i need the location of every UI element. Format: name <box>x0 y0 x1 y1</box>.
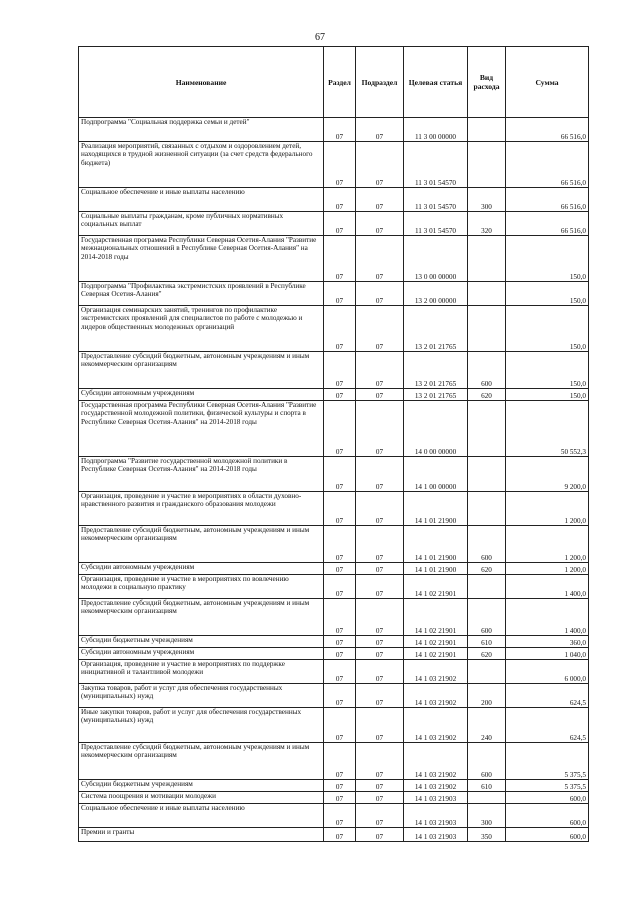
cell-razdel: 07 <box>324 743 356 780</box>
cell-name: Субсидии бюджетным учреждениям <box>79 636 324 648</box>
cell-podrazdel: 07 <box>356 648 404 660</box>
cell-vid <box>468 792 506 804</box>
table-row <box>79 684 589 708</box>
cell-podrazdel: 07 <box>356 684 404 708</box>
cell-target: 11 3 00 00000 <box>404 118 468 142</box>
cell-vid <box>468 282 506 306</box>
cell-sum: 1 200,0 <box>506 492 589 526</box>
cell-razdel: 07 <box>324 599 356 636</box>
cell-razdel: 07 <box>324 828 356 842</box>
cell-target: 14 1 01 21900 <box>404 526 468 563</box>
cell-vid <box>468 492 506 526</box>
cell-name: Государственная программа Республики Северная Осетия-Алания "Развитие межнациональных отношений в Республике Северная Осетия-Алания" на 2014-2018 годы <box>79 236 324 282</box>
cell-target: 11 3 01 54570 <box>404 188 468 212</box>
cell-sum: 150,0 <box>506 306 589 352</box>
cell-podrazdel: 07 <box>356 306 404 352</box>
cell-podrazdel: 07 <box>356 636 404 648</box>
cell-name: Организация, проведение и участие в мероприятиях по вовлечению молодежи в социальную практику <box>79 575 324 599</box>
cell-target: 14 1 03 21903 <box>404 792 468 804</box>
header-razdel: Раздел <box>324 47 356 118</box>
cell-sum: 600,0 <box>506 828 589 842</box>
cell-podrazdel: 07 <box>356 575 404 599</box>
table-row <box>79 660 589 684</box>
cell-name: Премии и гранты <box>79 828 324 842</box>
cell-target: 14 1 00 00000 <box>404 457 468 492</box>
header-vid: Вид расхода <box>468 47 506 118</box>
cell-vid: 600 <box>468 526 506 563</box>
cell-target: 14 1 02 21901 <box>404 636 468 648</box>
cell-name: Предоставление субсидий бюджетным, автономным учреждениям и иным некоммерческим организациям <box>79 352 324 389</box>
cell-target: 14 1 02 21901 <box>404 648 468 660</box>
table-row <box>79 636 589 648</box>
table-row <box>79 236 589 282</box>
cell-vid: 610 <box>468 780 506 792</box>
cell-razdel: 07 <box>324 306 356 352</box>
cell-target: 14 1 03 21902 <box>404 708 468 743</box>
table-row <box>79 708 589 743</box>
cell-razdel: 07 <box>324 636 356 648</box>
table-row <box>79 599 589 636</box>
cell-vid: 200 <box>468 684 506 708</box>
cell-razdel: 07 <box>324 389 356 401</box>
cell-sum: 150,0 <box>506 389 589 401</box>
table-row <box>79 804 589 828</box>
cell-razdel: 07 <box>324 142 356 188</box>
cell-name: Предоставление субсидий бюджетным, автономным учреждениям и иным некоммерческим организациям <box>79 599 324 636</box>
cell-vid: 300 <box>468 804 506 828</box>
table-row <box>79 389 589 401</box>
header-podrazdel: Подраздел <box>356 47 404 118</box>
table-row <box>79 142 589 188</box>
cell-sum: 66 516,0 <box>506 142 589 188</box>
cell-target: 14 1 01 21900 <box>404 563 468 575</box>
cell-razdel: 07 <box>324 282 356 306</box>
budget-table <box>78 46 589 842</box>
cell-podrazdel: 07 <box>356 142 404 188</box>
cell-razdel: 07 <box>324 708 356 743</box>
cell-sum: 1 200,0 <box>506 563 589 575</box>
cell-razdel: 07 <box>324 804 356 828</box>
cell-sum: 624,5 <box>506 708 589 743</box>
cell-podrazdel: 07 <box>356 563 404 575</box>
cell-podrazdel: 07 <box>356 780 404 792</box>
cell-target: 13 2 01 21765 <box>404 306 468 352</box>
cell-vid <box>468 142 506 188</box>
cell-name: Реализация мероприятий, связанных с отдыхом и оздоровлением детей, находящихся в трудной жизненной ситуации (за счет средств федерального бюджета) <box>79 142 324 188</box>
cell-vid <box>468 660 506 684</box>
cell-podrazdel: 07 <box>356 743 404 780</box>
cell-vid: 620 <box>468 563 506 575</box>
cell-sum: 1 400,0 <box>506 599 589 636</box>
cell-name: Иные закупки товаров, работ и услуг для обеспечения государственных (муниципальных) нужд <box>79 708 324 743</box>
cell-vid <box>468 236 506 282</box>
cell-vid: 600 <box>468 743 506 780</box>
table-row <box>79 526 589 563</box>
cell-sum: 50 552,3 <box>506 401 589 457</box>
cell-sum: 5 375,5 <box>506 780 589 792</box>
cell-target: 14 1 03 21903 <box>404 804 468 828</box>
cell-vid <box>468 575 506 599</box>
cell-target: 11 3 01 54570 <box>404 212 468 236</box>
cell-name: Организация, проведение и участие в мероприятиях в области духовно-нравственного развития и гражданского образования молодежи <box>79 492 324 526</box>
cell-vid: 610 <box>468 636 506 648</box>
table-row <box>79 282 589 306</box>
table-row <box>79 563 589 575</box>
cell-name: Подпрограмма "Социальная поддержка семьи и детей" <box>79 118 324 142</box>
cell-razdel: 07 <box>324 563 356 575</box>
table-row <box>79 401 589 457</box>
cell-vid: 620 <box>468 648 506 660</box>
cell-podrazdel: 07 <box>356 352 404 389</box>
cell-target: 14 1 03 21902 <box>404 684 468 708</box>
cell-podrazdel: 07 <box>356 828 404 842</box>
table-row <box>79 648 589 660</box>
cell-sum: 1 400,0 <box>506 575 589 599</box>
table-row <box>79 780 589 792</box>
table-row <box>79 352 589 389</box>
table-body <box>79 118 589 842</box>
cell-name: Предоставление субсидий бюджетным, автономным учреждениям и иным некоммерческим организациям <box>79 743 324 780</box>
cell-sum: 150,0 <box>506 236 589 282</box>
cell-sum: 5 375,5 <box>506 743 589 780</box>
cell-name: Закупка товаров, работ и услуг для обеспечения государственных (муниципальных) нужд <box>79 684 324 708</box>
cell-podrazdel: 07 <box>356 804 404 828</box>
cell-razdel: 07 <box>324 118 356 142</box>
cell-sum: 1 200,0 <box>506 526 589 563</box>
cell-razdel: 07 <box>324 575 356 599</box>
cell-razdel: 07 <box>324 457 356 492</box>
cell-vid: 320 <box>468 212 506 236</box>
table-row <box>79 792 589 804</box>
cell-target: 14 1 02 21901 <box>404 575 468 599</box>
table-row <box>79 575 589 599</box>
cell-razdel: 07 <box>324 492 356 526</box>
cell-target: 14 1 03 21903 <box>404 828 468 842</box>
cell-vid: 300 <box>468 188 506 212</box>
cell-podrazdel: 07 <box>356 212 404 236</box>
table-header-row <box>79 47 589 118</box>
cell-target: 11 3 01 54570 <box>404 142 468 188</box>
cell-name: Социальные выплаты гражданам, кроме публичных нормативных социальных выплат <box>79 212 324 236</box>
cell-name: Субсидии автономным учреждениям <box>79 648 324 660</box>
table-row <box>79 492 589 526</box>
cell-razdel: 07 <box>324 526 356 563</box>
cell-sum: 6 000,0 <box>506 660 589 684</box>
table-row <box>79 212 589 236</box>
cell-vid <box>468 401 506 457</box>
cell-sum: 150,0 <box>506 352 589 389</box>
cell-razdel: 07 <box>324 352 356 389</box>
cell-podrazdel: 07 <box>356 792 404 804</box>
table-row <box>79 188 589 212</box>
table-row <box>79 457 589 492</box>
cell-target: 13 0 00 00000 <box>404 236 468 282</box>
cell-vid: 350 <box>468 828 506 842</box>
cell-sum: 66 516,0 <box>506 212 589 236</box>
cell-sum: 9 200,0 <box>506 457 589 492</box>
cell-name: Субсидии автономным учреждениям <box>79 563 324 575</box>
cell-name: Социальное обеспечение и иные выплаты населению <box>79 804 324 828</box>
header-name: Наименование <box>79 47 324 118</box>
cell-podrazdel: 07 <box>356 708 404 743</box>
cell-razdel: 07 <box>324 401 356 457</box>
cell-name: Подпрограмма "Развитие государственной молодежной политики в Республике Северная Осетия-Алания" на 2014-2018 годы <box>79 457 324 492</box>
cell-name: Субсидии бюджетным учреждениям <box>79 780 324 792</box>
cell-sum: 624,5 <box>506 684 589 708</box>
cell-target: 14 1 01 21900 <box>404 492 468 526</box>
cell-razdel: 07 <box>324 660 356 684</box>
cell-razdel: 07 <box>324 780 356 792</box>
cell-podrazdel: 07 <box>356 599 404 636</box>
cell-podrazdel: 07 <box>356 188 404 212</box>
cell-name: Социальное обеспечение и иные выплаты населению <box>79 188 324 212</box>
cell-name: Система поощрения и мотивации молодежи <box>79 792 324 804</box>
cell-target: 13 2 00 00000 <box>404 282 468 306</box>
cell-name: Организация семинарских занятий, тренингов по профилактике экстремистских проявлений для специалистов по работе с молодежью и лидеров общественных молодежных организаций <box>79 306 324 352</box>
page-number: 67 <box>315 32 325 43</box>
table-row <box>79 828 589 842</box>
cell-razdel: 07 <box>324 188 356 212</box>
table-row <box>79 306 589 352</box>
cell-podrazdel: 07 <box>356 118 404 142</box>
cell-name: Субсидии автономным учреждениям <box>79 389 324 401</box>
cell-razdel: 07 <box>324 648 356 660</box>
cell-podrazdel: 07 <box>356 526 404 563</box>
cell-podrazdel: 07 <box>356 457 404 492</box>
cell-razdel: 07 <box>324 212 356 236</box>
cell-podrazdel: 07 <box>356 282 404 306</box>
cell-sum: 600,0 <box>506 792 589 804</box>
cell-razdel: 07 <box>324 684 356 708</box>
table-row <box>79 118 589 142</box>
table-row <box>79 743 589 780</box>
cell-name: Организация, проведение и участие в мероприятиях по поддержке инициативной и талантливой молодежи <box>79 660 324 684</box>
cell-vid: 620 <box>468 389 506 401</box>
cell-target: 14 1 03 21902 <box>404 780 468 792</box>
cell-vid <box>468 306 506 352</box>
cell-target: 13 2 01 21765 <box>404 389 468 401</box>
cell-target: 14 0 00 00000 <box>404 401 468 457</box>
cell-vid: 600 <box>468 599 506 636</box>
cell-target: 14 1 02 21901 <box>404 599 468 636</box>
cell-vid <box>468 457 506 492</box>
cell-name: Предоставление субсидий бюджетным, автономным учреждениям и иным некоммерческим организациям <box>79 526 324 563</box>
cell-target: 13 2 01 21765 <box>404 352 468 389</box>
cell-sum: 600,0 <box>506 804 589 828</box>
cell-sum: 1 040,0 <box>506 648 589 660</box>
cell-podrazdel: 07 <box>356 660 404 684</box>
cell-podrazdel: 07 <box>356 492 404 526</box>
cell-vid: 240 <box>468 708 506 743</box>
cell-target: 14 1 03 21902 <box>404 743 468 780</box>
cell-sum: 66 516,0 <box>506 188 589 212</box>
cell-name: Государственная программа Республики Северная Осетия-Алания "Развитие государственной молодежной политики, физической культуры и спорта в Республике Северная Осетия-Алания" на 2014-2018 годы <box>79 401 324 457</box>
cell-sum: 360,0 <box>506 636 589 648</box>
cell-vid <box>468 118 506 142</box>
cell-podrazdel: 07 <box>356 401 404 457</box>
cell-target: 14 1 03 21902 <box>404 660 468 684</box>
cell-sum: 66 516,0 <box>506 118 589 142</box>
header-target: Целевая статья <box>404 47 468 118</box>
cell-name: Подпрограмма "Профилактика экстремистских проявлений в Республике Северная Осетия-Алания" <box>79 282 324 306</box>
cell-razdel: 07 <box>324 792 356 804</box>
cell-sum: 150,0 <box>506 282 589 306</box>
cell-podrazdel: 07 <box>356 236 404 282</box>
cell-vid: 600 <box>468 352 506 389</box>
cell-podrazdel: 07 <box>356 389 404 401</box>
header-sum: Сумма <box>506 47 589 118</box>
cell-razdel: 07 <box>324 236 356 282</box>
